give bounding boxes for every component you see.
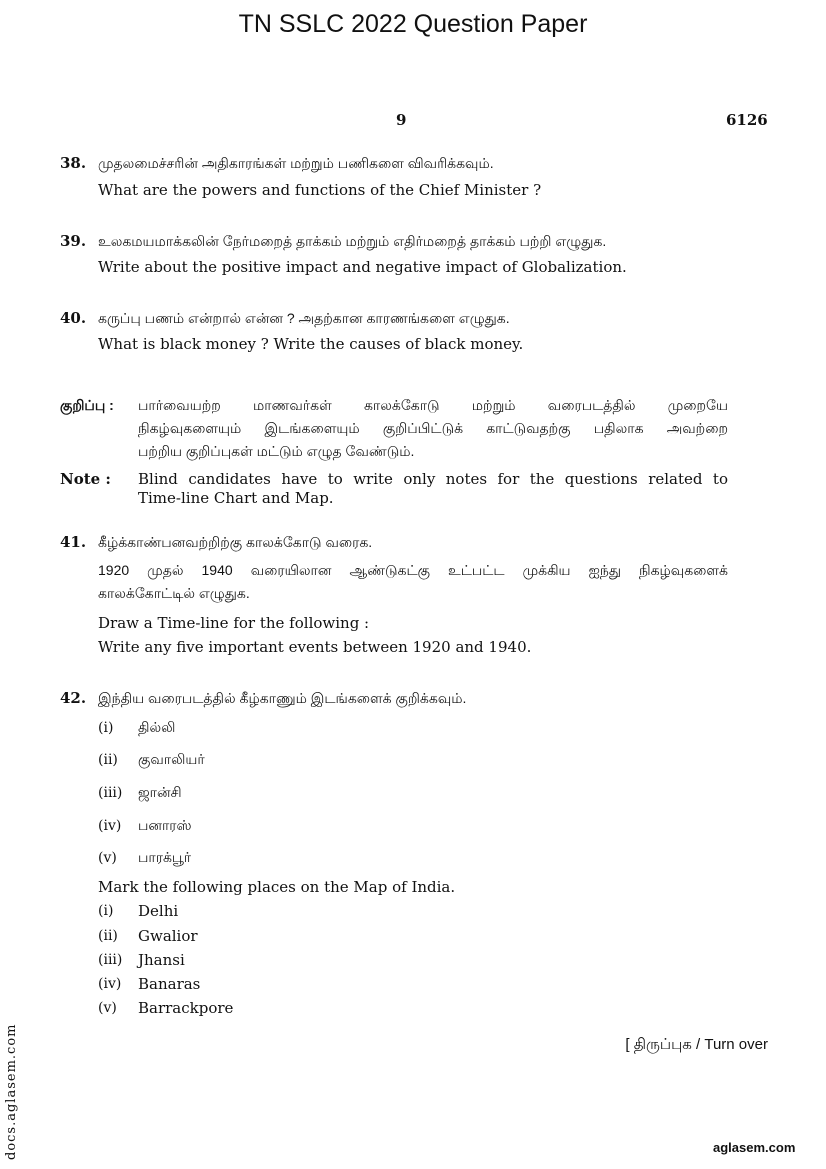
page-number: 9 (396, 111, 407, 129)
note-english-line-1: Blind candidates have to write only notes for the questions related to (138, 470, 728, 488)
question-number-38: 38. (60, 154, 87, 172)
question-40-tamil: கருப்பு பணம் என்றால் என்ன ? அதற்கான காரணங்களை எழுதுக. (98, 310, 510, 326)
question-number-41: 41. (60, 533, 87, 551)
tamil-item-text: குவாலியர் (138, 751, 205, 767)
english-item-number: (iv) (98, 976, 122, 992)
question-number-39: 39. (60, 232, 87, 250)
site-link[interactable]: aglasem.com (713, 1140, 796, 1155)
tamil-item-number: (i) (98, 720, 114, 736)
note-tamil-line-2: நிகழ்வுகளையும் இடங்களையும் குறிப்பிட்டுக் காட்டுவதற்கு பதிலாக அவற்றை (138, 420, 728, 436)
english-item-text: Jhansi (138, 951, 185, 969)
tamil-item-number: (iii) (98, 785, 123, 801)
english-item-text: Banaras (138, 975, 201, 993)
tamil-item-text: ஜான்சி (138, 784, 182, 800)
question-39-tamil: உலகமயமாக்கலின் நேர்மறைத் தாக்கம் மற்றும் எதிர்மறைத் தாக்கம் பற்றி எழுதுக. (98, 233, 607, 249)
english-item-text: Gwalior (138, 927, 198, 945)
tamil-item-number: (iv) (98, 818, 122, 834)
tamil-item-number: (ii) (98, 752, 118, 768)
paper-code: 6126 (726, 111, 768, 129)
note-english-line-2: Time-line Chart and Map. (138, 489, 334, 507)
question-41-tamil-line-1: 1920 முதல் 1940 வரையிலான ஆண்டுகட்கு உட்பட்ட முக்கிய ஐந்து நிகழ்வுகளைக் (98, 562, 728, 578)
question-41-tamil-line-2: காலக்கோட்டில் எழுதுக. (98, 585, 250, 601)
tamil-item-number: (v) (98, 850, 117, 866)
tamil-item-text: பாரக்பூர் (138, 849, 192, 865)
page-title: TN SSLC 2022 Question Paper (238, 10, 588, 38)
english-item-number: (ii) (98, 928, 118, 944)
question-41-tamil-heading: கீழ்க்காண்பனவற்றிற்கு காலக்கோடு வரைக. (98, 534, 373, 550)
question-38-english: What are the powers and functions of the Chief Minister ? (98, 181, 542, 199)
english-item-number: (i) (98, 903, 114, 919)
question-41-english-line-2: Write any five important events between 1920 and 1940. (98, 638, 532, 656)
note-tamil-line-3: பற்றிய குறிப்புகள் மட்டும் எழுத வேண்டும். (138, 443, 415, 459)
english-item-number: (iii) (98, 952, 123, 968)
note-label-english: Note : (60, 470, 111, 488)
question-41-english-line-1: Draw a Time-line for the following : (98, 614, 370, 632)
question-number-40: 40. (60, 309, 87, 327)
question-number-42: 42. (60, 689, 87, 707)
tamil-item-text: தில்லி (138, 719, 176, 735)
english-item-text: Delhi (138, 902, 179, 920)
question-38-tamil: முதலமைச்சரின் அதிகாரங்கள் மற்றும் பணிகளை விவரிக்கவும். (98, 155, 494, 171)
english-item-number: (v) (98, 1000, 117, 1016)
english-item-text: Barrackpore (138, 999, 234, 1017)
question-42-english-heading: Mark the following places on the Map of India. (98, 878, 456, 896)
question-42-tamil-heading: இந்திய வரைபடத்தில் கீழ்காணும் இடங்களைக் குறிக்கவும். (98, 690, 467, 706)
question-39-english: Write about the positive impact and negative impact of Globalization. (98, 258, 627, 276)
watermark: docs.aglasem.com (4, 1023, 19, 1160)
turn-over-note: [ திருப்புக / Turn over (625, 1036, 768, 1053)
question-40-english: What is black money ? Write the causes of black money. (98, 335, 524, 353)
note-label-tamil: குறிப்பு : (60, 397, 114, 413)
tamil-item-text: பனாரஸ் (138, 817, 192, 833)
note-tamil-line-1: பார்வையற்ற மாணவர்கள் காலக்கோடு மற்றும் வரைபடத்தில் முறையே (138, 397, 728, 413)
